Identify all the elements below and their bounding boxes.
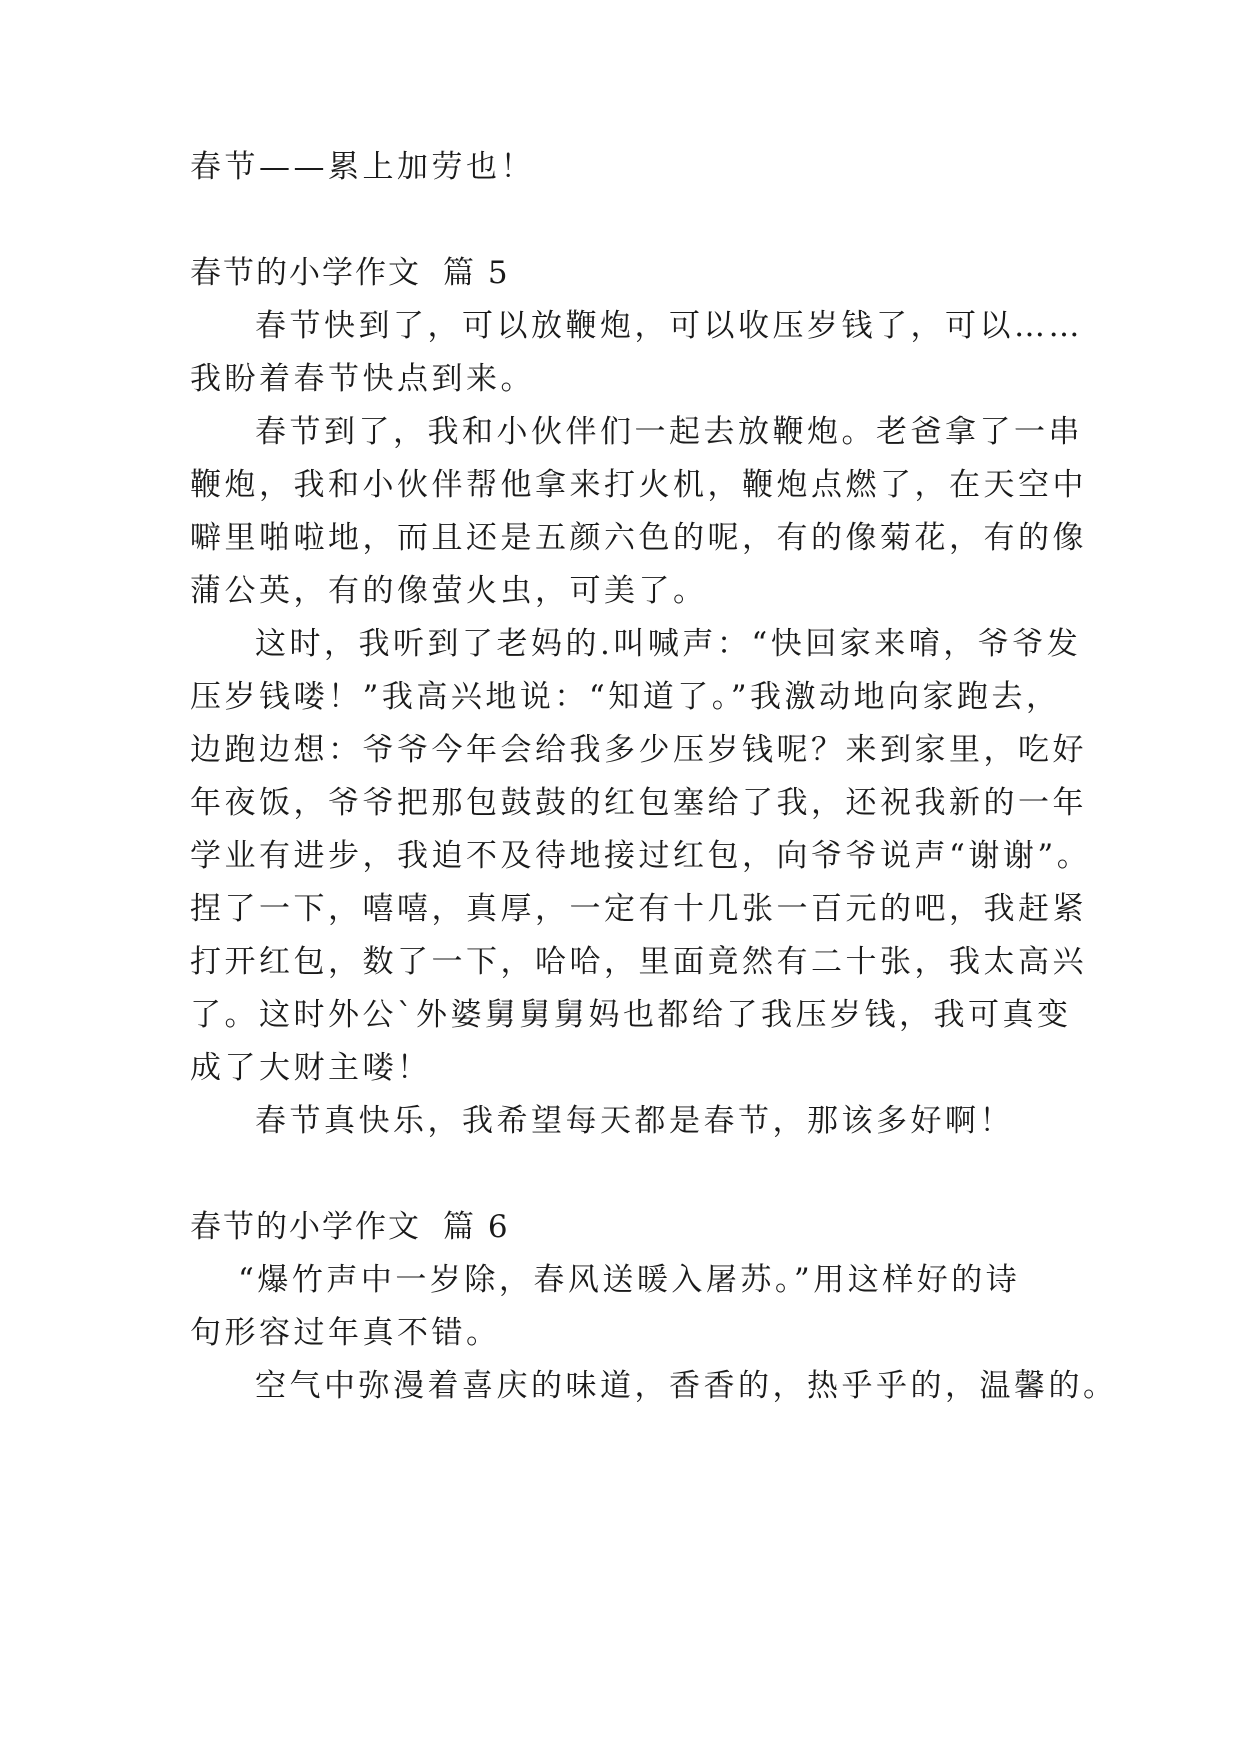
essay-5-heading [190, 253, 1090, 293]
paragraph-line: “爆竹声中一岁除，春风送暖入屠苏。”用这样好的诗 [238, 1262, 1021, 1298]
paragraph-line: 成了大财主喽！ [190, 1050, 432, 1086]
paragraph-line: 这时，我听到了老妈的.叫喊声：“快回家来唷，爷爷发 [255, 626, 1082, 662]
essay-5-heading-title: 春节的小学作文 [190, 255, 421, 291]
essay-6-heading-title: 春节的小学作文 [190, 1209, 421, 1245]
paragraph-line: 捏了一下，嘻嘻，真厚，一定有十几张一百元的吧，我赶紧 [190, 891, 1087, 927]
essay-5-heading-number: 篇 5 [443, 255, 510, 291]
intro-line: 春节——累上加劳也！ [190, 149, 535, 185]
paragraph-line: 句形容过年真不错。 [190, 1315, 501, 1351]
paragraph-line: 压岁钱喽！”我高兴地说：“知道了。”我激动地向家跑去， [190, 679, 1061, 715]
paragraph-line: 我盼着春节快点到来。 [190, 361, 535, 397]
paragraph-line: 打开红包，数了一下，哈哈，里面竟然有二十张，我太高兴 [190, 944, 1087, 980]
paragraph-line: 鞭炮，我和小伙伴帮他拿来打火机，鞭炮点燃了，在天空中 [190, 467, 1087, 503]
paragraph-line: 年夜饭，爷爷把那包鼓鼓的红包塞给了我，还祝我新的一年 [190, 785, 1087, 821]
paragraph-line: 边跑边想：爷爷今年会给我多少压岁钱呢？来到家里，吃好 [190, 732, 1087, 768]
essay-6-heading-number: 篇 6 [443, 1209, 510, 1245]
paragraph-line: 春节真快乐，我希望每天都是春节，那该多好啊！ [255, 1103, 1014, 1139]
essay-6-heading [190, 1207, 1090, 1247]
paragraph-line: 空气中弥漫着喜庆的味道，香香的，热乎乎的，温馨的。 [255, 1368, 1118, 1404]
paragraph-line: 学业有进步，我迫不及待地接过红包，向爷爷说声“谢谢”。 [190, 838, 1092, 874]
paragraph-line: 春节到了，我和小伙伴们一起去放鞭炮。老爸拿了一串 [255, 414, 1083, 450]
paragraph-line: 春节快到了，可以放鞭炮，可以收压岁钱了，可以…… [255, 308, 1083, 344]
paragraph-line: 了。这时外公`外婆舅舅舅妈也都给了我压岁钱，我可真变 [190, 997, 1072, 1033]
paragraph-line: 噼里啪啦地，而且还是五颜六色的呢，有的像菊花，有的像 [190, 520, 1087, 556]
paragraph-line: 蒲公英，有的像萤火虫，可美了。 [190, 573, 708, 609]
